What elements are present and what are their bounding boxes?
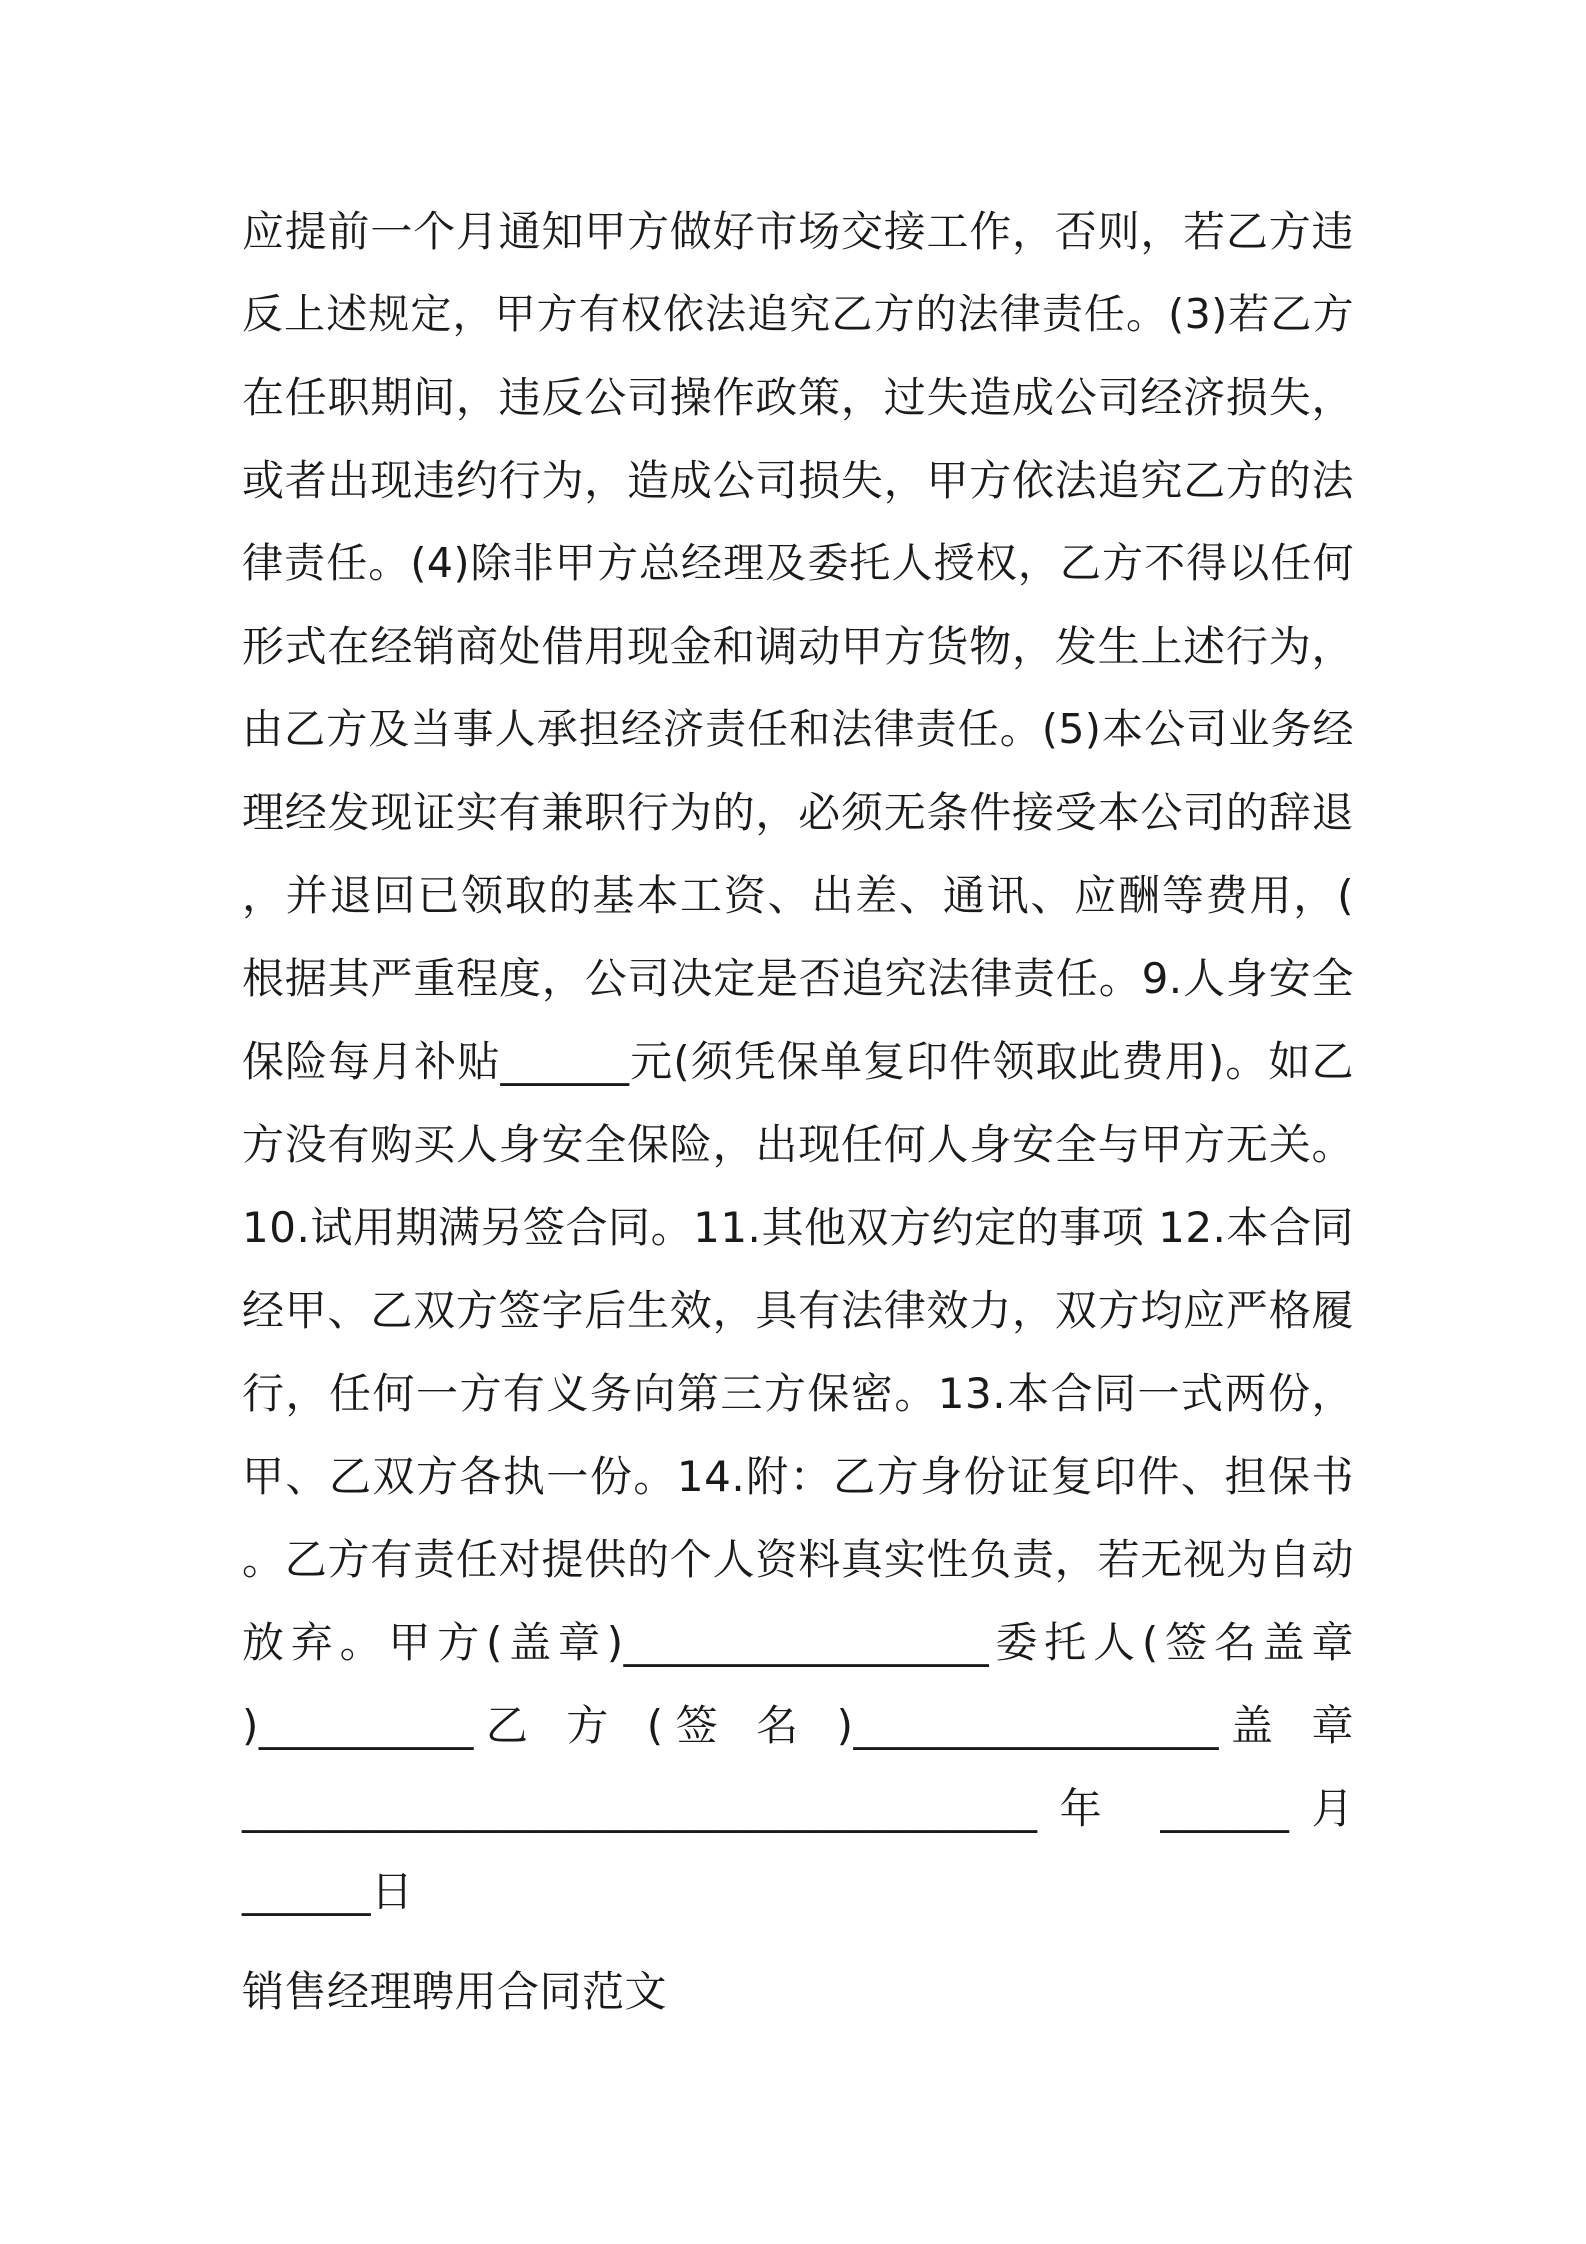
signature-line-party-a: 放弃。甲方(盖章)_________________委托人(签名盖章 [242,1618,1354,1667]
date-line-year-month: _____________________________________年 ______月 [242,1784,1354,1833]
text-line: 甲、乙双方各执一份。14.附：乙方身份证复印件、担保书 [242,1452,1354,1501]
section-title: 销售经理聘用合同范文 [242,1967,668,2016]
text-line: 律责任。(4)除非甲方总经理及委托人授权，乙方不得以任何 [242,539,1354,587]
text-line: 反上述规定，甲方有权依法追究乙方的法律责任。(3)若乙方 [242,290,1354,338]
text-line: 理经发现证实有兼职行为的，必须无条件接受本公司的辞退 [242,788,1354,837]
signature-line-party-b: )__________乙 方 (签 名 )_________________盖 章 [242,1701,1354,1750]
text-line: ，并退回已领取的基本工资、出差、通讯、应酬等费用，( [242,871,1354,920]
text-line: 形式在经销商处借用现金和调动甲方货物，发生上述行为， [242,622,1354,671]
text-line: 经甲、乙双方签字后生效，具有法律效力，双方均应严格履 [242,1286,1354,1335]
date-line-day: ______日 [242,1867,414,1916]
text-line: 在任职期间，违反公司操作政策，过失造成公司经济损失， [242,373,1354,422]
text-line: 保险每月补贴______元(须凭保单复印件领取此费用)。如乙 [242,1037,1354,1086]
text-line: 或者出现违约行为，造成公司损失，甲方依法追究乙方的法 [242,456,1354,505]
text-line: 行，任何一方有义务向第三方保密。13.本合同一式两份， [242,1369,1354,1418]
text-line: 10.试用期满另签合同。11.其他双方约定的事项 12.本合同 [242,1203,1354,1252]
text-line: 。乙方有责任对提供的个人资料真实性负责，若无视为自动 [242,1535,1354,1584]
text-line: 由乙方及当事人承担经济责任和法律责任。(5)本公司业务经 [242,705,1354,753]
text-line: 根据其严重程度，公司决定是否追究法律责任。9.人身安全 [242,954,1354,1003]
text-line: 方没有购买人身安全保险，出现任何人身安全与甲方无关。 [242,1120,1354,1169]
text-line: 应提前一个月通知甲方做好市场交接工作，否则，若乙方违 [242,207,1354,256]
contract-body-text [242,190,1354,1933]
